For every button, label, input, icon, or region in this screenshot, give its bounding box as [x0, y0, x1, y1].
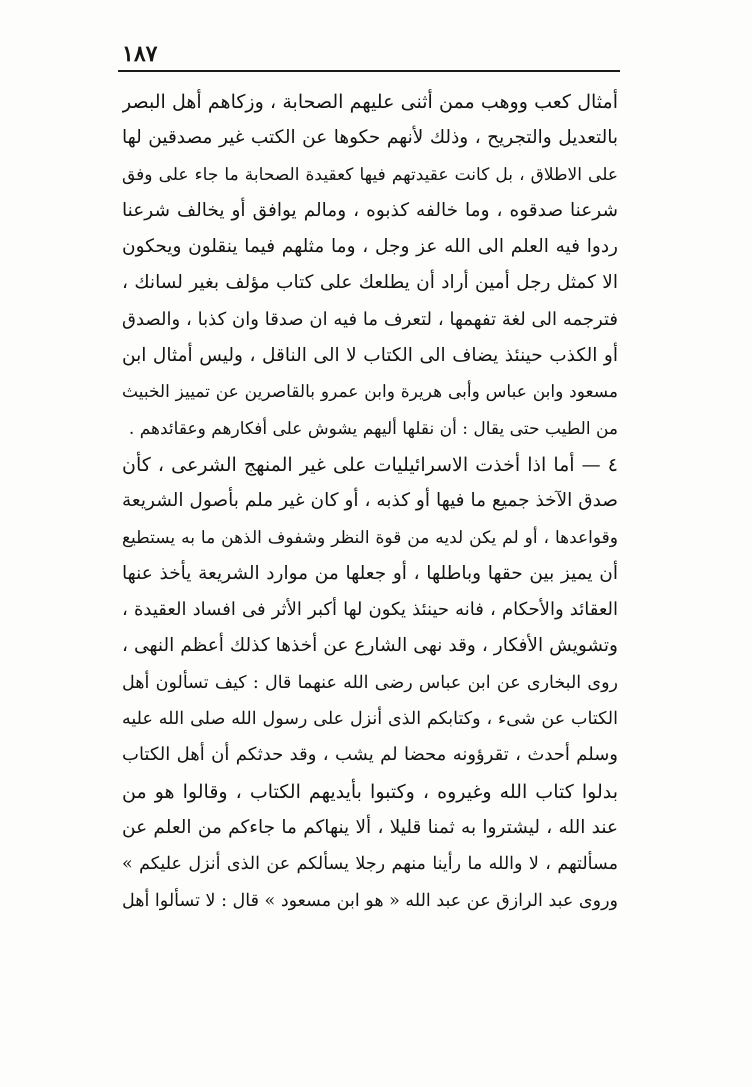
text-line: أمثال كعب ووهب ممن أثنى عليهم الصحابة ، وزكاهم أهل البصر — [122, 91, 618, 113]
text-line: روى البخارى عن ابن عباس رضى الله عنهما قال : كيف تسألون أهل — [122, 672, 618, 693]
text-line: شرعنا صدقوه ، وما خالفه كذبوه ، ومالم يوافق أو يخالف شرعنا — [122, 199, 618, 221]
body-text — [122, 84, 618, 919]
text-line: مسعود وابن عباس وأبى هريرة وابن عمرو بالقاصرين عن تمييز الخبيث — [122, 382, 618, 403]
text-line: وروى عبد الرازق عن عبد الله « هو ابن مسعود » قال : لا تسألوا أهل — [122, 890, 618, 911]
text-line: وقواعدها ، أو لم يكن لديه من قوة النظر وشفوف الذهن ما به يستطيع — [122, 527, 618, 548]
text-line: على الاطلاق ، بل كانت عقيدتهم فيها كعقيدة الصحابة ما جاء على وفق — [122, 164, 618, 185]
header-rule — [118, 70, 620, 72]
text-line: عند الله ، ليشتروا به ثمنا قليلا ، ألا ينهاكم ما جاءكم من العلم عن — [122, 816, 618, 838]
text-line: صدق الآخذ جميع ما فيها أو كذبه ، أو كان غير ملم بأصول الشريعة — [122, 490, 618, 512]
text-line: العقائد والأحكام ، فانه حينئذ يكون لها أكبر الأثر فى افساد العقيدة ، — [122, 599, 618, 621]
text-line: وتشويش الأفكار ، وقد نهى الشارع عن أخذها كذلك أعظم النهى ، — [122, 635, 618, 657]
text-line: من الطيب حتى يقال : أن نقلها أليهم يشوش على أفكارهم وعقائدهم . — [128, 418, 618, 439]
text-line: أن يميز بين حقها وباطلها ، أو جعلها من موارد الشريعة يأخذ عنها — [122, 562, 618, 584]
page-number: ١٨٧ — [122, 41, 158, 67]
text-line: فترجمه الى لغة تفهمها ، لتعرف ما فيه ان صدقا وان كذبا ، والصدق — [122, 308, 618, 330]
text-line: الا كمثل رجل أمين أراد أن يطلعك على كتاب مؤلف بغير لسانك ، — [122, 272, 618, 294]
text-line: أو الكذب حينئذ يضاف الى الكتاب لا الى الناقل ، وليس أمثال ابن — [122, 345, 618, 367]
text-line: بالتعديل والتجريح ، وذلك لأنهم حكوها عن الكتب غير مصدقين لها — [122, 127, 618, 149]
text-line: وسلم أحدث ، تقرؤونه محضا لم يشب ، وقد حدثكم أن أهل الكتاب — [122, 744, 618, 766]
text-line: بدلوا كتاب الله وغيروه ، وكتبوا بأيديهم الكتاب ، وقالوا هو من — [122, 780, 618, 803]
text-line: ٤ — أما اذا أخذت الاسرائيليات على غير المنهج الشرعى ، كأن — [122, 453, 618, 476]
text-line: ردوا فيه العلم الى الله عز وجل ، وما مثلهم فيما ينقلون ويحكون — [122, 236, 618, 258]
text-line: الكتاب عن شىء ، وكتابكم الذى أنزل على رسول الله صلى الله عليه — [122, 709, 618, 730]
text-line: مسألتهم ، لا والله ما رأينا منهم رجلا يسألكم عن الذى أنزل عليكم » — [122, 854, 618, 875]
